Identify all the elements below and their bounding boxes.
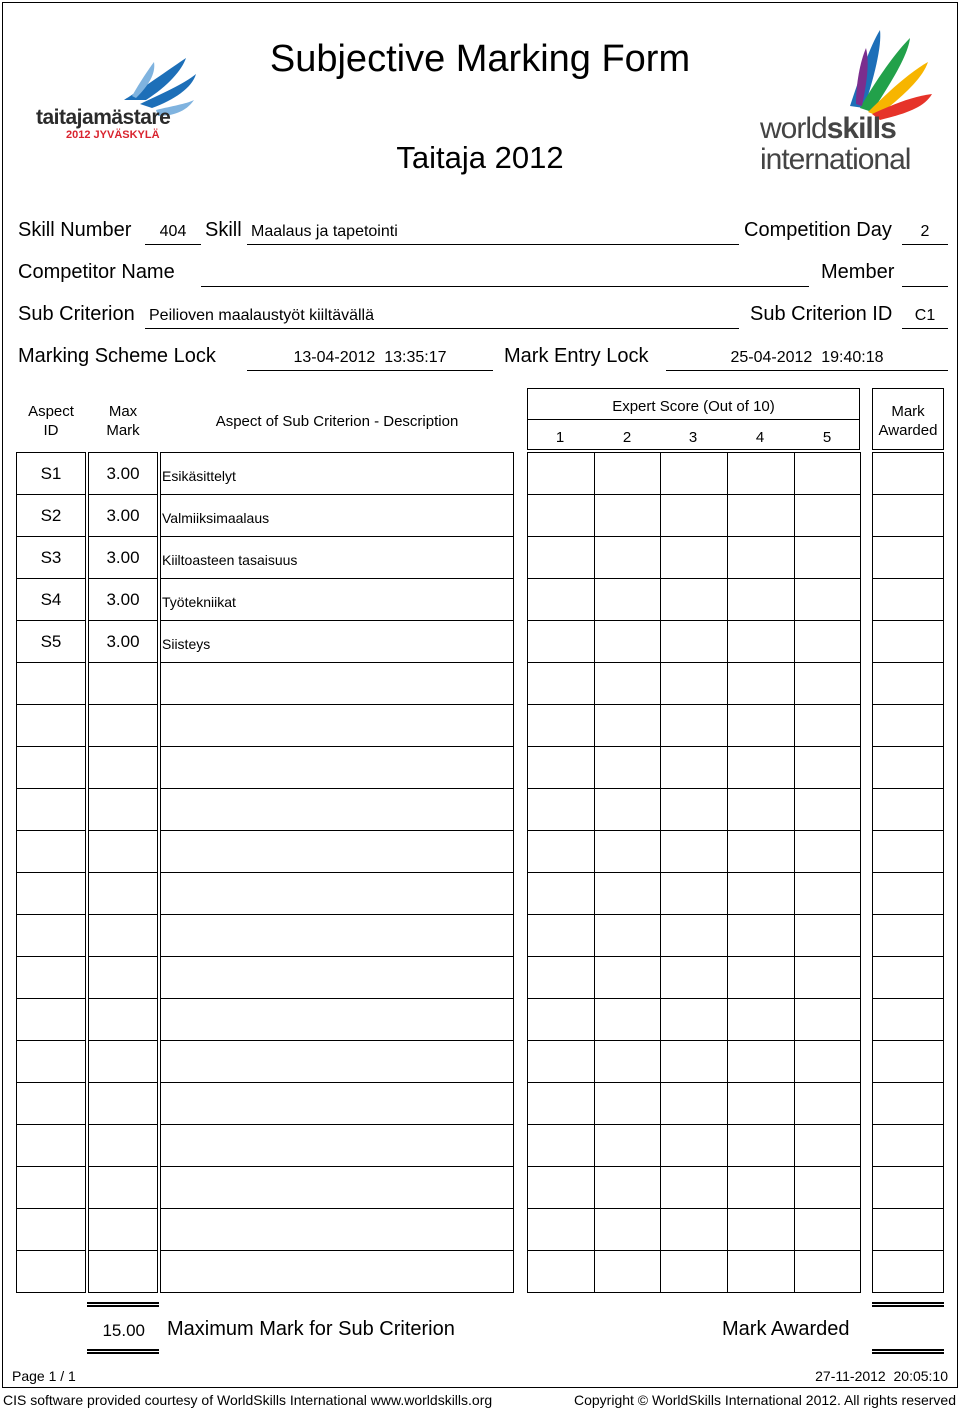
expert-score-cell-3[interactable] — [660, 872, 728, 915]
aspect-id: S3 — [40, 548, 62, 567]
skill-value: Maalaus ja tapetointi — [251, 223, 398, 240]
description-cell — [160, 620, 514, 663]
expert-score-cell-1[interactable] — [527, 872, 595, 915]
expert-score-cell-4[interactable] — [727, 956, 795, 999]
expert-score-cell-2[interactable] — [594, 872, 661, 915]
form-subtitle: Taitaja 2012 — [396, 140, 564, 175]
expert-score-cell-3[interactable] — [660, 578, 728, 621]
expert-score-cell-3[interactable] — [660, 1040, 728, 1083]
aspect-id-cell — [16, 1082, 86, 1125]
expert-score-cell-1[interactable] — [527, 494, 595, 537]
expert-score-cell-5[interactable] — [794, 1082, 861, 1125]
expert-score-cell-4[interactable] — [727, 494, 795, 537]
expert-score-cell-2[interactable] — [594, 788, 661, 831]
max-mark-cell — [88, 872, 158, 915]
mark-awarded-cell[interactable] — [872, 998, 944, 1041]
expert-score-cell-3[interactable] — [660, 1166, 728, 1209]
expert-1-header: 1 — [555, 429, 565, 446]
expert-score-cell-5[interactable] — [794, 1250, 861, 1293]
expert-score-cell-3[interactable] — [660, 704, 728, 747]
expert-score-cell-5[interactable] — [794, 704, 861, 747]
mark-entry-lock-label: Mark Entry Lock — [504, 345, 649, 367]
mark-awarded-cell[interactable] — [872, 1208, 944, 1251]
expert-score-cell-1[interactable] — [527, 536, 595, 579]
aspect-id-cell — [16, 914, 86, 957]
expert-score-cell-5[interactable] — [794, 494, 861, 537]
max-mark-cell — [88, 1040, 158, 1083]
aspect-id-cell — [16, 746, 86, 789]
max-mark-cell — [88, 704, 158, 747]
expert-score-cell-1[interactable] — [527, 914, 595, 957]
expert-score-cell-2[interactable] — [594, 494, 661, 537]
mark-awarded-cell[interactable] — [872, 746, 944, 789]
expert-score-cell-1[interactable] — [527, 746, 595, 789]
max-mark-cell — [88, 662, 158, 705]
description-cell — [160, 872, 514, 915]
aspect-id-header: Aspect ID — [28, 403, 74, 439]
expert-score-cell-4[interactable] — [727, 578, 795, 621]
logo-left-line2: 2012 JYVÄSKYLÄ — [66, 129, 160, 141]
expert-score-header: Expert Score (Out of 10) — [612, 398, 775, 415]
sub-criterion-id-value: C1 — [914, 307, 936, 324]
marking-scheme-lock-value: 13-04-2012 13:35:17 — [293, 349, 447, 366]
aspect-id: S4 — [40, 590, 62, 609]
description-cell — [160, 830, 514, 873]
description-cell — [160, 956, 514, 999]
mark-awarded-cell[interactable] — [872, 788, 944, 831]
print-timestamp: 27-11-2012 20:05:10 — [815, 1368, 948, 1384]
aspect-id-cell — [16, 788, 86, 831]
expert-score-cell-2[interactable] — [594, 1208, 661, 1251]
expert-4-header: 4 — [755, 429, 765, 446]
expert-score-cell-2[interactable] — [594, 704, 661, 747]
marking-scheme-lock-label: Marking Scheme Lock — [18, 345, 216, 367]
max-mark-cell — [88, 998, 158, 1041]
mark-awarded-cell[interactable] — [872, 578, 944, 621]
aspect-id-cell — [16, 956, 86, 999]
max-mark-cell — [88, 1166, 158, 1209]
max-mark: 3.00 — [106, 590, 140, 609]
aspect-id-cell — [16, 704, 86, 747]
expert-score-cell-3[interactable] — [660, 452, 728, 495]
max-mark-cell — [88, 746, 158, 789]
mark-awarded-cell[interactable] — [872, 830, 944, 873]
expert-score-cell-1[interactable] — [527, 1124, 595, 1167]
expert-score-cell-5[interactable] — [794, 746, 861, 789]
page-number: Page 1 / 1 — [12, 1368, 76, 1384]
expert-score-cell-5[interactable] — [794, 1124, 861, 1167]
expert-score-cell-3[interactable] — [660, 830, 728, 873]
aspect-description: Siisteys — [162, 636, 211, 652]
max-mark-cell — [88, 1208, 158, 1251]
expert-score-cell-1[interactable] — [527, 1208, 595, 1251]
expert-score-cell-5[interactable] — [794, 788, 861, 831]
footer-right-text: Copyright © WorldSkills International 2012. All rights reserved — [573, 1392, 956, 1408]
skill-label: Skill — [205, 219, 242, 241]
description-cell — [160, 1166, 514, 1209]
mark-awarded-cell[interactable] — [872, 956, 944, 999]
mark-awarded-header: Mark Awarded — [878, 403, 938, 439]
expert-score-cell-1[interactable] — [527, 998, 595, 1041]
mark-awarded-cell[interactable] — [872, 704, 944, 747]
expert-score-cell-3[interactable] — [660, 536, 728, 579]
aspect-id: S2 — [40, 506, 62, 525]
expert-score-cell-3[interactable] — [660, 494, 728, 537]
mark-awarded-cell[interactable] — [872, 914, 944, 957]
expert-score-cell-2[interactable] — [594, 1166, 661, 1209]
mark-awarded-cell[interactable] — [872, 536, 944, 579]
description-cell — [160, 746, 514, 789]
mark-awarded-cell[interactable] — [872, 452, 944, 495]
expert-score-cell-5[interactable] — [794, 914, 861, 957]
aspect-description: Työtekniikat — [162, 594, 236, 610]
expert-score-cell-2[interactable] — [594, 578, 661, 621]
description-header: Aspect of Sub Criterion - Description — [215, 413, 459, 430]
expert-score-cell-5[interactable] — [794, 830, 861, 873]
aspect-description: Kiiltoasteen tasaisuus — [162, 552, 298, 568]
competition-day-label: Competition Day — [744, 219, 892, 241]
expert-score-cell-4[interactable] — [727, 452, 795, 495]
expert-score-cell-2[interactable] — [594, 830, 661, 873]
expert-score-cell-4[interactable] — [727, 1208, 795, 1251]
expert-score-cell-5[interactable] — [794, 452, 861, 495]
expert-score-cell-5[interactable] — [794, 956, 861, 999]
skill-number-label: Skill Number — [18, 219, 132, 241]
mark-awarded-total-label: Mark Awarded — [722, 1318, 850, 1340]
description-cell — [160, 1040, 514, 1083]
description-cell — [160, 788, 514, 831]
expert-score-cell-3[interactable] — [660, 662, 728, 705]
expert-score-cell-1[interactable] — [527, 1250, 595, 1293]
max-mark: 3.00 — [106, 464, 140, 483]
competition-day-value: 2 — [920, 223, 930, 240]
max-mark-cell — [88, 1124, 158, 1167]
aspect-id-cell — [16, 830, 86, 873]
expert-score-cell-4[interactable] — [727, 536, 795, 579]
max-mark-cell — [88, 1250, 158, 1293]
expert-score-cell-2[interactable] — [594, 1250, 661, 1293]
expert-score-cell-4[interactable] — [727, 746, 795, 789]
expert-score-cell-3[interactable] — [660, 1208, 728, 1251]
max-mark: 3.00 — [106, 506, 140, 525]
mark-entry-lock-value: 25-04-2012 19:40:18 — [730, 349, 884, 366]
expert-score-cell-5[interactable] — [794, 1040, 861, 1083]
competitor-name-label: Competitor Name — [18, 261, 175, 283]
expert-score-cell-4[interactable] — [727, 1082, 795, 1125]
max-total-label: Maximum Mark for Sub Criterion — [167, 1318, 455, 1340]
max-total-value: 15.00 — [102, 1321, 145, 1340]
sub-criterion-label: Sub Criterion — [18, 303, 135, 325]
aspect-id: S5 — [40, 632, 62, 651]
max-mark-cell — [88, 1082, 158, 1125]
expert-score-cell-5[interactable] — [794, 536, 861, 579]
aspect-description: Valmiiksimaalaus — [162, 510, 270, 526]
expert-score-cell-1[interactable] — [527, 704, 595, 747]
expert-5-header: 5 — [822, 429, 832, 446]
expert-2-header: 2 — [622, 429, 632, 446]
expert-score-cell-3[interactable] — [660, 788, 728, 831]
expert-score-cell-2[interactable] — [594, 1040, 661, 1083]
expert-score-cell-2[interactable] — [594, 662, 661, 705]
expert-score-cell-4[interactable] — [727, 620, 795, 663]
expert-score-cell-3[interactable] — [660, 998, 728, 1041]
mark-awarded-cell[interactable] — [872, 1040, 944, 1083]
max-mark-header: Max Mark — [106, 403, 140, 439]
max-mark-cell — [88, 914, 158, 957]
expert-score-cell-4[interactable] — [727, 788, 795, 831]
sub-criterion-value: Peilioven maalaustyöt kiiltävällä — [149, 307, 374, 324]
aspect-id-cell — [16, 1250, 86, 1293]
expert-score-cell-4[interactable] — [727, 830, 795, 873]
expert-score-cell-1[interactable] — [527, 956, 595, 999]
expert-score-cell-3[interactable] — [660, 914, 728, 957]
expert-score-cell-5[interactable] — [794, 872, 861, 915]
expert-score-cell-2[interactable] — [594, 998, 661, 1041]
expert-score-cell-4[interactable] — [727, 1250, 795, 1293]
expert-score-cell-5[interactable] — [794, 662, 861, 705]
aspect-id-cell — [16, 998, 86, 1041]
expert-score-cell-4[interactable] — [727, 662, 795, 705]
expert-3-header: 3 — [688, 429, 698, 446]
expert-score-cell-4[interactable] — [727, 872, 795, 915]
expert-score-cell-1[interactable] — [527, 578, 595, 621]
expert-score-cell-1[interactable] — [527, 452, 595, 495]
expert-score-cell-2[interactable] — [594, 746, 661, 789]
aspect-description: Esikäsittelyt — [162, 468, 236, 484]
expert-score-cell-3[interactable] — [660, 1250, 728, 1293]
mark-awarded-cell[interactable] — [872, 1082, 944, 1125]
aspect-id-cell — [16, 1166, 86, 1209]
aspect-id-cell — [16, 1208, 86, 1251]
expert-score-cell-3[interactable] — [660, 1082, 728, 1125]
member-label: Member — [821, 261, 895, 283]
description-cell — [160, 1208, 514, 1251]
expert-score-cell-3[interactable] — [660, 956, 728, 999]
max-mark-cell — [88, 788, 158, 831]
expert-score-cell-1[interactable] — [527, 1040, 595, 1083]
max-mark: 3.00 — [106, 632, 140, 651]
mark-awarded-cell[interactable] — [872, 662, 944, 705]
expert-score-cell-2[interactable] — [594, 914, 661, 957]
expert-score-cell-5[interactable] — [794, 1166, 861, 1209]
form-title: Subjective Marking Form — [269, 38, 691, 80]
aspect-id-cell — [16, 662, 86, 705]
expert-score-cell-4[interactable] — [727, 1166, 795, 1209]
expert-score-cell-4[interactable] — [727, 704, 795, 747]
sub-criterion-id-label: Sub Criterion ID — [750, 303, 893, 325]
expert-score-cell-1[interactable] — [527, 1082, 595, 1125]
logo-right-line2: international — [760, 143, 911, 176]
expert-score-cell-4[interactable] — [727, 998, 795, 1041]
description-cell — [160, 704, 514, 747]
expert-score-cell-2[interactable] — [594, 452, 661, 495]
expert-score-cell-5[interactable] — [794, 998, 861, 1041]
expert-score-cell-2[interactable] — [594, 1082, 661, 1125]
mark-awarded-cell[interactable] — [872, 494, 944, 537]
expert-score-cell-5[interactable] — [794, 1208, 861, 1251]
mark-awarded-cell[interactable] — [872, 872, 944, 915]
max-mark-cell — [88, 830, 158, 873]
skill-number-value: 404 — [159, 223, 187, 240]
mark-awarded-cell[interactable] — [872, 1124, 944, 1167]
mark-awarded-cell[interactable] — [872, 1166, 944, 1209]
description-cell — [160, 998, 514, 1041]
expert-score-cell-1[interactable] — [527, 788, 595, 831]
mark-awarded-cell[interactable] — [872, 1250, 944, 1293]
expert-score-cell-5[interactable] — [794, 578, 861, 621]
logo-left-line1: taitajamästare — [36, 106, 171, 129]
max-mark: 3.00 — [106, 548, 140, 567]
description-cell — [160, 1082, 514, 1125]
description-cell — [160, 1250, 514, 1293]
expert-score-cell-5[interactable] — [794, 620, 861, 663]
expert-score-cell-3[interactable] — [660, 746, 728, 789]
description-cell — [160, 662, 514, 705]
expert-score-cell-1[interactable] — [527, 1166, 595, 1209]
expert-score-cell-1[interactable] — [527, 620, 595, 663]
expert-score-cell-4[interactable] — [727, 1124, 795, 1167]
footer-left-text: CIS software provided courtesy of WorldSkills International www.worldskills.org — [3, 1392, 493, 1408]
expert-score-cell-4[interactable] — [727, 914, 795, 957]
aspect-id: S1 — [40, 464, 62, 483]
expert-score-cell-3[interactable] — [660, 620, 728, 663]
mark-awarded-cell[interactable] — [872, 620, 944, 663]
expert-score-cell-2[interactable] — [594, 1124, 661, 1167]
logo-right-line1: worldskills — [760, 112, 896, 145]
description-cell — [160, 1124, 514, 1167]
expert-score-cell-2[interactable] — [594, 536, 661, 579]
expert-score-cell-4[interactable] — [727, 1040, 795, 1083]
description-cell — [160, 914, 514, 957]
expert-score-cell-1[interactable] — [527, 662, 595, 705]
expert-score-cell-3[interactable] — [660, 1124, 728, 1167]
expert-score-cell-1[interactable] — [527, 830, 595, 873]
aspect-id-cell — [16, 1040, 86, 1083]
expert-score-cell-2[interactable] — [594, 956, 661, 999]
aspect-id-cell — [16, 872, 86, 915]
expert-score-cell-2[interactable] — [594, 620, 661, 663]
max-mark-cell — [88, 956, 158, 999]
aspect-id-cell — [16, 1124, 86, 1167]
